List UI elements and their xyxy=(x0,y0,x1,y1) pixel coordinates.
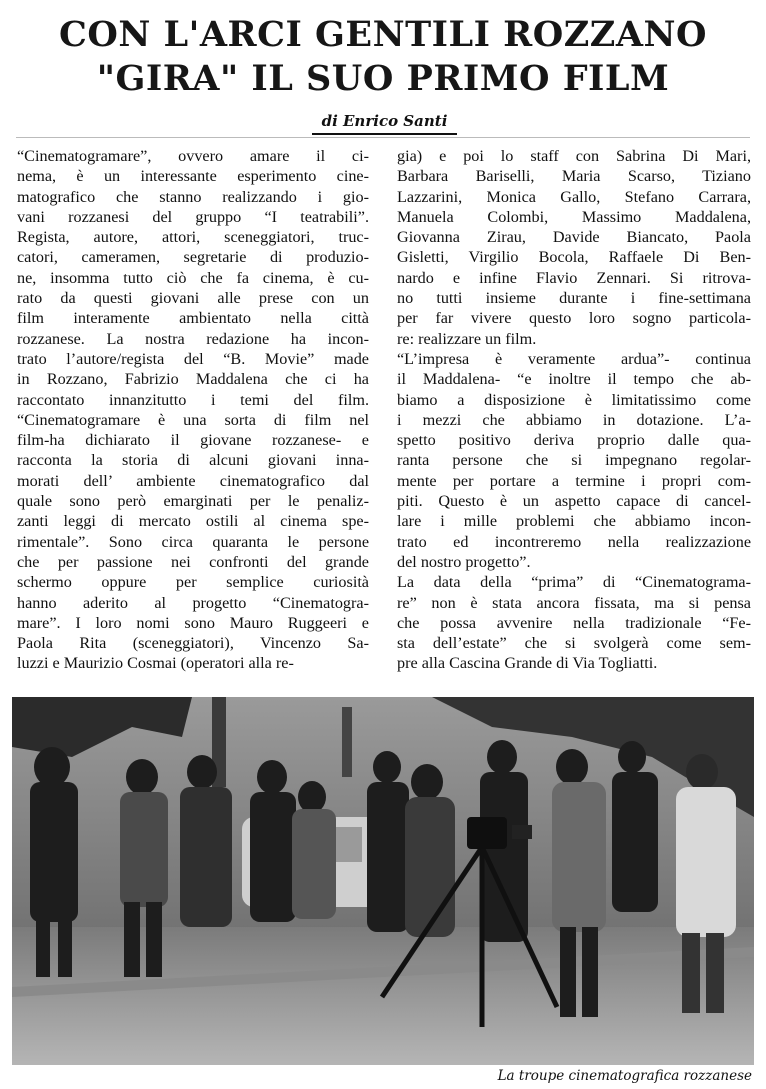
photo-caption: La troupe cinematografica rozzanese xyxy=(497,1068,752,1084)
article-line: luzzi e Maurizio Cosmai (operatori alla re- xyxy=(17,654,294,673)
article-line: re: realizzare un film. xyxy=(397,329,537,348)
article-line: matografico che stanno realizzando i gio- xyxy=(17,187,369,206)
article-line: biamo a disposizione è limitatissimo come xyxy=(397,390,751,409)
article-line: del nostro progetto”. xyxy=(397,552,531,571)
article-line: che per passione nei confronti del grande xyxy=(17,552,369,571)
article-line: re” non è stata ancora fissata, ma si pensa xyxy=(397,593,751,612)
article-line: nardo e infine Flavio Zennari. Si ritrova- xyxy=(397,268,751,287)
article-column-left xyxy=(17,146,369,674)
byline: di Enrico Santi xyxy=(312,112,457,135)
article-column-right xyxy=(397,146,751,674)
article-line: gia) e poi lo staff con Sabrina Di Mari, xyxy=(397,147,751,165)
article-line: catori, cameramen, segretarie di produzio- xyxy=(17,248,369,267)
article-line: morati dell’ ambiente cinematografico dal xyxy=(17,471,369,490)
headline-line-2: "GIRA" IL SUO PRIMO FILM xyxy=(96,58,670,99)
article-line: rimentale”. Sono circa quaranta le persone xyxy=(17,532,369,551)
article-line: mente per portare a termine i propri com- xyxy=(397,471,751,490)
article-line: Regista, autore, attori, sceneggiatori, truc- xyxy=(17,228,369,247)
article-line: no tutti insieme durante i fine-settimana xyxy=(397,289,751,308)
photo-illustration xyxy=(12,697,754,1065)
article-line: zanti leggi di mercato ostili al cinema spe- xyxy=(17,512,369,531)
article-line: ne, insomma tutto ciò che fa cinema, è cu- xyxy=(17,268,369,287)
article-line: Paola Rita (sceneggiatori), Vincenzo Sa- xyxy=(17,634,369,653)
article-line: pre alla Cascina Grande di Via Togliatti. xyxy=(397,654,658,673)
article-line: racconta la storia di alcuni giovani inna- xyxy=(17,451,369,470)
headline-line-1: CON L'ARCI GENTILI ROZZANO xyxy=(59,14,707,55)
article-line: per far vivere questo loro sogno particola- xyxy=(397,309,751,328)
article-line: “L’impresa è veramente ardua”- continua xyxy=(397,349,751,368)
article-line: trato ed incontreremo nella realizzazione xyxy=(397,532,751,551)
article-line: che possa avvenire nella tradizionale “Fe- xyxy=(397,613,751,632)
article-line: schermo oppure per semplice curiosità xyxy=(17,573,369,592)
article-line: sta dell’estate” che si svolgerà come sem- xyxy=(397,634,751,653)
article-line: trato l’autore/regista del “B. Movie” made xyxy=(17,349,369,368)
article-line: ranta persone che si impegnano regolar- xyxy=(397,451,751,470)
photo-film-crew xyxy=(12,697,754,1065)
article-line: lare i mille problemi che abbiamo incon- xyxy=(397,512,751,531)
article-line: hanno aderito al progetto “Cinematogra- xyxy=(17,593,369,612)
article-line: in Rozzano, Fabrizio Maddalena che ci ha xyxy=(17,370,369,389)
article-line: film-ha dichiarato il giovane rozzanese- e xyxy=(17,431,369,450)
article-line: “Cinematogramare è una sorta di film nel xyxy=(17,410,369,429)
article-line: spetto positivo deriva proprio dalle qua- xyxy=(397,431,751,450)
article-line: mare”. I loro nomi sono Mauro Ruggeeri e xyxy=(17,613,369,632)
article-line: quale sono però emarginati per le penaliz- xyxy=(17,492,369,511)
article-line: vani rozzanesi del gruppo “I teatrabili”. xyxy=(17,207,369,226)
article-line: nema, è un interessante esperimento cine- xyxy=(17,167,369,186)
article-line: rozzanese. La nostra redazione ha incon- xyxy=(17,329,369,348)
article-line: Manuela Colombi, Massimo Maddalena, xyxy=(397,207,751,226)
article-line: raccontato innanzitutto i temi del film. xyxy=(17,390,369,409)
article-line: piti. Questo è un aspetto capace di cancel- xyxy=(397,492,751,511)
article-line: Lazzarini, Monica Gallo, Stefano Carrara, xyxy=(397,187,751,206)
article-line: La data della “prima” di “Cinematograma- xyxy=(397,573,751,592)
article-line: Gisletti, Virgilio Bocola, Raffaele Di Ben- xyxy=(397,248,751,267)
column-rule xyxy=(16,137,750,138)
article-line: il Maddalena- “e inoltre il tempo che ab- xyxy=(397,370,751,389)
article-line: Barbara Bariselli, Maria Scarso, Tiziano xyxy=(397,167,751,186)
article-line: film interamente ambientato nella città xyxy=(17,309,369,328)
article-line: Giovanna Zirau, Davide Biancato, Paola xyxy=(397,228,751,247)
article-line: i mezzi che abbiamo in dotazione. L’a- xyxy=(397,410,751,429)
article-line: “Cinematogramare”, ovvero amare il ci- xyxy=(17,147,369,165)
article-line: rato da questi giovani alle prese con un xyxy=(17,289,369,308)
